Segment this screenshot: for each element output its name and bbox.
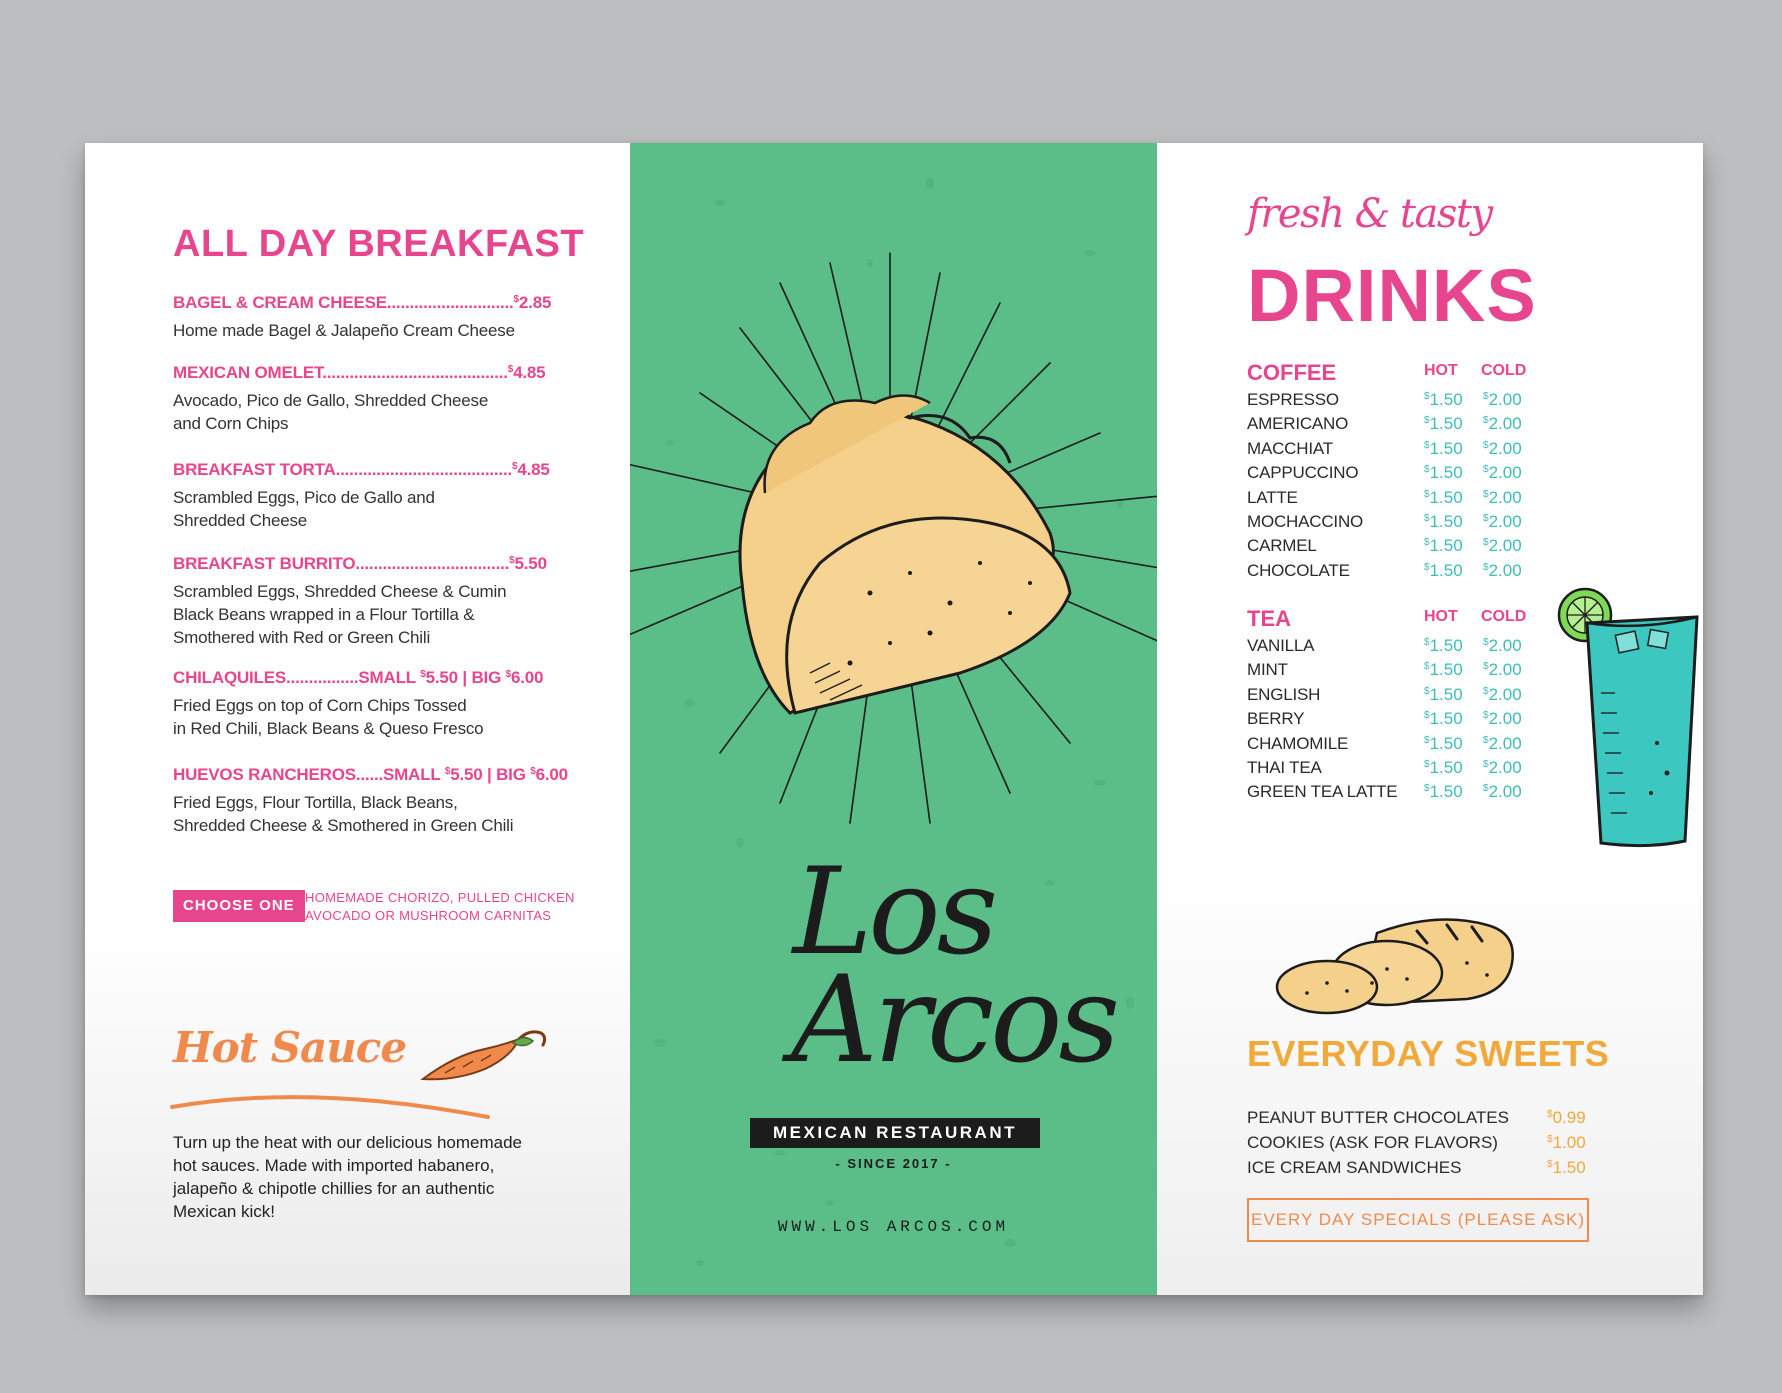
big-label: BIG bbox=[471, 668, 502, 687]
currency-symbol: $ bbox=[1424, 685, 1430, 697]
menu-item-price: 5.50 bbox=[514, 554, 547, 573]
hot-price bbox=[1424, 660, 1463, 680]
menu-item bbox=[173, 460, 603, 532]
drink-row bbox=[1247, 683, 1547, 707]
coffee-header bbox=[1247, 360, 1547, 388]
menu-item-description: Fried Eggs, Flour Tortilla, Black Beans, Shredded Cheese & Smothered in Green Chili bbox=[173, 793, 514, 835]
menu-item-heading bbox=[173, 293, 603, 313]
small-price: 5.50 bbox=[450, 765, 483, 784]
tea-header bbox=[1247, 606, 1547, 634]
currency-symbol: $ bbox=[1483, 512, 1489, 524]
currency-symbol: $ bbox=[507, 364, 514, 375]
cold-price-value: 2.00 bbox=[1488, 709, 1522, 729]
currency-symbol: $ bbox=[1483, 488, 1489, 500]
menu-item-name: HUEVOS RANCHEROS bbox=[173, 765, 356, 784]
sweet-price bbox=[1547, 1108, 1586, 1128]
hot-price bbox=[1424, 758, 1463, 778]
chili-pepper-icon bbox=[415, 1023, 555, 1093]
sweet-price bbox=[1547, 1133, 1586, 1153]
currency-symbol: $ bbox=[1483, 464, 1489, 476]
cold-price bbox=[1483, 414, 1522, 434]
hot-price-value: 1.50 bbox=[1429, 709, 1463, 729]
drink-name: MOCHACCINO bbox=[1247, 511, 1364, 531]
currency-symbol: $ bbox=[505, 669, 511, 680]
cold-price-value: 2.00 bbox=[1488, 782, 1522, 802]
currency-symbol: $ bbox=[1424, 415, 1430, 427]
sweet-row bbox=[1247, 1158, 1586, 1186]
lime-drink-glass-icon bbox=[1557, 583, 1703, 853]
cold-price-value: 2.00 bbox=[1488, 560, 1522, 580]
hot-price-value: 1.50 bbox=[1429, 660, 1463, 680]
tea-label: TEA bbox=[1247, 606, 1291, 631]
drink-name: THAI TEA bbox=[1247, 757, 1322, 777]
currency-symbol: $ bbox=[1547, 1134, 1553, 1145]
cold-price bbox=[1483, 536, 1522, 556]
drink-name: CHOCOLATE bbox=[1247, 560, 1350, 580]
choose-one-badge: CHOOSE ONE bbox=[173, 890, 305, 922]
drink-row bbox=[1247, 780, 1547, 804]
drink-name: LATTE bbox=[1247, 487, 1298, 507]
drink-name: ESPRESSO bbox=[1247, 390, 1339, 409]
hot-price-value: 1.50 bbox=[1429, 438, 1463, 458]
currency-symbol: $ bbox=[1424, 758, 1430, 770]
currency-symbol: $ bbox=[509, 555, 515, 566]
drink-row bbox=[1247, 461, 1547, 485]
menu-item bbox=[173, 668, 603, 740]
currency-symbol: $ bbox=[1424, 439, 1430, 451]
breakfast-panel bbox=[85, 143, 630, 1295]
dot-leader: ................ bbox=[286, 668, 359, 687]
sweets-title: EVERYDAY SWEETS bbox=[1247, 1033, 1610, 1074]
cold-column-label: COLD bbox=[1481, 362, 1527, 379]
sweet-name: ICE CREAM SANDWICHES bbox=[1247, 1158, 1462, 1177]
cold-price-value: 2.00 bbox=[1488, 536, 1522, 556]
hot-price bbox=[1424, 685, 1463, 705]
currency-symbol: $ bbox=[1424, 783, 1430, 795]
hot-price-value: 1.50 bbox=[1429, 390, 1463, 409]
menu-item-description: Scrambled Eggs, Pico de Gallo and Shredded Cheese bbox=[173, 488, 435, 530]
currency-symbol: $ bbox=[1483, 537, 1489, 549]
hot-price-value: 1.50 bbox=[1429, 511, 1463, 531]
currency-symbol: $ bbox=[1424, 661, 1430, 673]
menu-item-name: BREAKFAST BURRITO bbox=[173, 554, 356, 573]
dot-leader: ...... bbox=[355, 765, 384, 784]
hot-price bbox=[1424, 709, 1463, 729]
drink-name: CAPPUCCINO bbox=[1247, 463, 1359, 483]
drink-name: ENGLISH bbox=[1247, 684, 1321, 704]
cold-price-value: 2.00 bbox=[1488, 636, 1522, 655]
cold-price bbox=[1483, 512, 1522, 532]
sweet-price-value: 0.99 bbox=[1552, 1108, 1586, 1127]
hot-price-value: 1.50 bbox=[1429, 636, 1463, 655]
website-link[interactable]: WWW.LOS ARCOS.COM bbox=[777, 1218, 1010, 1236]
currency-symbol: $ bbox=[420, 669, 426, 680]
cold-price bbox=[1483, 685, 1522, 705]
currency-symbol: $ bbox=[1547, 1109, 1553, 1120]
hot-price-value: 1.50 bbox=[1429, 463, 1463, 483]
hot-price-value: 1.50 bbox=[1429, 757, 1463, 777]
small-label: SMALL bbox=[358, 668, 416, 687]
drink-row bbox=[1247, 534, 1547, 558]
cold-price bbox=[1483, 734, 1522, 754]
drink-name: CARMEL bbox=[1247, 536, 1317, 556]
dot-leader: ............................ bbox=[386, 293, 514, 312]
hot-price bbox=[1424, 782, 1463, 802]
since-year: - SINCE 2017 - bbox=[835, 1156, 952, 1171]
drink-row bbox=[1247, 559, 1547, 583]
restaurant-tagline: MEXICAN RESTAURANT bbox=[750, 1118, 1040, 1148]
drink-row bbox=[1247, 634, 1547, 658]
big-price: 6.00 bbox=[535, 765, 568, 784]
cold-price bbox=[1483, 782, 1522, 802]
menu-item-price: 2.85 bbox=[518, 293, 552, 312]
hot-column-label: HOT bbox=[1424, 362, 1458, 379]
size-separator: | bbox=[457, 668, 472, 687]
drink-row bbox=[1247, 707, 1547, 731]
hot-sauce-description: Turn up the heat with our delicious homemade hot sauces. Made with imported habanero, jalapeño & chipotle chillies for an authentic Mexican kick! bbox=[173, 1133, 523, 1221]
logo-line-1: Los bbox=[792, 843, 995, 982]
cold-price bbox=[1483, 636, 1522, 656]
sweet-price bbox=[1547, 1158, 1586, 1178]
cold-column-label: COLD bbox=[1481, 608, 1527, 625]
small-price: 5.50 bbox=[425, 668, 458, 687]
dot-leader: .................................. bbox=[355, 554, 510, 573]
menu-item bbox=[173, 293, 603, 342]
breakfast-title: ALL DAY BREAKFAST bbox=[173, 223, 585, 265]
hot-price bbox=[1424, 414, 1463, 434]
dot-leader: ....................................... bbox=[335, 460, 512, 479]
drinks-panel bbox=[1157, 143, 1703, 1295]
cold-price-value: 2.00 bbox=[1488, 414, 1522, 434]
drink-name: AMERICANO bbox=[1247, 414, 1349, 434]
big-price: 6.00 bbox=[511, 668, 544, 687]
coffee-rows bbox=[1247, 388, 1547, 583]
cold-price-value: 2.00 bbox=[1488, 438, 1522, 458]
hot-price bbox=[1424, 536, 1463, 556]
menu-item-description: Scrambled Eggs, Shredded Cheese & Cumin Black Beans wrapped in a Flour Tortilla & Smothered with Red or Green Chili bbox=[173, 582, 507, 647]
hot-price bbox=[1424, 390, 1463, 410]
menu-item-price: 4.85 bbox=[517, 460, 550, 479]
dot-leader: ......................................... bbox=[322, 363, 508, 382]
hot-price bbox=[1424, 512, 1463, 532]
drink-name: MINT bbox=[1247, 660, 1288, 680]
brand-panel bbox=[630, 143, 1157, 1295]
currency-symbol: $ bbox=[1424, 512, 1430, 524]
menu-sheet bbox=[85, 143, 1703, 1295]
currency-symbol: $ bbox=[512, 461, 518, 472]
currency-symbol: $ bbox=[1483, 685, 1489, 697]
menu-item-description: Home made Bagel & Jalapeño Cream Cheese bbox=[173, 321, 515, 340]
drinks-script-heading: fresh & tasty bbox=[1247, 191, 1492, 237]
currency-symbol: $ bbox=[1483, 734, 1489, 746]
cold-price bbox=[1483, 758, 1522, 778]
sweet-row bbox=[1247, 1108, 1586, 1136]
hot-price-value: 1.50 bbox=[1429, 536, 1463, 556]
drink-name: GREEN TEA LATTE bbox=[1247, 782, 1398, 802]
cold-price-value: 2.00 bbox=[1488, 463, 1522, 483]
logo-line-2: Arcos bbox=[790, 951, 1117, 1090]
currency-symbol: $ bbox=[1483, 758, 1489, 770]
hot-price bbox=[1424, 463, 1463, 483]
hot-price-value: 1.50 bbox=[1429, 684, 1463, 704]
tea-table bbox=[1247, 606, 1547, 805]
menu-item-name: BAGEL & CREAM CHEESE bbox=[173, 293, 387, 312]
sweet-name: COOKIES (ASK FOR FLAVORS) bbox=[1247, 1133, 1498, 1152]
hot-price-value: 1.50 bbox=[1429, 560, 1463, 580]
cold-price bbox=[1483, 660, 1522, 680]
menu-item bbox=[173, 765, 603, 837]
currency-symbol: $ bbox=[1483, 391, 1489, 402]
currency-symbol: $ bbox=[1483, 561, 1489, 573]
menu-item bbox=[173, 554, 603, 649]
hot-price bbox=[1424, 439, 1463, 459]
hot-price bbox=[1424, 488, 1463, 508]
sweet-row bbox=[1247, 1133, 1586, 1161]
hot-price bbox=[1424, 561, 1463, 581]
cold-price-value: 2.00 bbox=[1488, 390, 1522, 409]
drink-row bbox=[1247, 388, 1547, 412]
currency-symbol: $ bbox=[1483, 661, 1489, 673]
drink-name: MACCHIAT bbox=[1247, 438, 1333, 458]
currency-symbol: $ bbox=[1483, 710, 1489, 722]
drink-name: CHAMOMILE bbox=[1247, 733, 1349, 753]
cold-price bbox=[1483, 488, 1522, 508]
menu-item-heading bbox=[173, 765, 603, 785]
menu-item-description: Fried Eggs on top of Corn Chips Tossed in Red Chili, Black Beans & Queso Fresco bbox=[173, 696, 484, 738]
hot-price-value: 1.50 bbox=[1429, 733, 1463, 753]
hot-price-value: 1.50 bbox=[1429, 414, 1463, 434]
hot-column-label: HOT bbox=[1424, 608, 1458, 625]
cold-price bbox=[1483, 463, 1522, 483]
coffee-label: COFFEE bbox=[1247, 360, 1337, 385]
cold-price-value: 2.00 bbox=[1488, 487, 1522, 507]
drink-row bbox=[1247, 412, 1547, 436]
cold-price bbox=[1483, 561, 1522, 581]
cold-price-value: 2.00 bbox=[1488, 660, 1522, 680]
hot-price-value: 1.50 bbox=[1429, 782, 1463, 802]
menu-item-name: CHILAQUILES bbox=[173, 668, 287, 687]
daily-specials-box: EVERY DAY SPECIALS (PLEASE ASK) bbox=[1247, 1198, 1589, 1242]
hot-price bbox=[1424, 734, 1463, 754]
currency-symbol: $ bbox=[513, 294, 519, 305]
currency-symbol: $ bbox=[1483, 415, 1489, 427]
menu-item-heading bbox=[173, 460, 603, 480]
currency-symbol: $ bbox=[1424, 710, 1430, 722]
drink-name: VANILLA bbox=[1247, 636, 1315, 655]
small-label: SMALL bbox=[383, 765, 441, 784]
drink-row bbox=[1247, 756, 1547, 780]
drink-row bbox=[1247, 510, 1547, 534]
currency-symbol: $ bbox=[1424, 637, 1430, 648]
menu-item-name: BREAKFAST TORTA bbox=[173, 460, 336, 479]
currency-symbol: $ bbox=[1424, 391, 1430, 402]
currency-symbol: $ bbox=[1424, 561, 1430, 573]
drink-row bbox=[1247, 732, 1547, 756]
coffee-table bbox=[1247, 360, 1547, 583]
drink-row bbox=[1247, 437, 1547, 461]
tea-rows bbox=[1247, 634, 1547, 805]
drink-row bbox=[1247, 486, 1547, 510]
sweet-price-value: 1.50 bbox=[1552, 1158, 1586, 1177]
menu-item-heading bbox=[173, 554, 603, 574]
cold-price bbox=[1483, 709, 1522, 729]
cold-price bbox=[1483, 439, 1522, 459]
currency-symbol: $ bbox=[1424, 537, 1430, 549]
drinks-title: DRINKS bbox=[1247, 254, 1537, 337]
big-label: BIG bbox=[496, 765, 526, 784]
menu-item-heading bbox=[173, 668, 603, 688]
sweet-price-value: 1.00 bbox=[1552, 1133, 1586, 1152]
cold-price-value: 2.00 bbox=[1488, 757, 1522, 777]
taco-illustration-icon bbox=[630, 193, 1157, 833]
currency-symbol: $ bbox=[530, 766, 536, 777]
menu-item-name: MEXICAN OMELET bbox=[173, 363, 323, 382]
choose-one-options: HOMEMADE CHORIZO, PULLED CHICKEN AVOCADO OR MUSHROOM CARNITAS bbox=[305, 890, 575, 923]
currency-symbol: $ bbox=[1424, 488, 1430, 500]
bread-loaf-icon bbox=[1267, 913, 1527, 1023]
currency-symbol: $ bbox=[1424, 734, 1430, 746]
currency-symbol: $ bbox=[1483, 783, 1489, 795]
menu-item-heading bbox=[173, 363, 603, 383]
currency-symbol: $ bbox=[444, 766, 451, 777]
currency-symbol: $ bbox=[1424, 464, 1430, 476]
hot-price-value: 1.50 bbox=[1429, 487, 1463, 507]
cold-price bbox=[1483, 390, 1522, 410]
size-separator: | bbox=[482, 765, 497, 784]
sweet-name: PEANUT BUTTER CHOCOLATES bbox=[1247, 1108, 1509, 1127]
drink-row bbox=[1247, 658, 1547, 682]
drink-name: BERRY bbox=[1247, 709, 1305, 729]
currency-symbol: $ bbox=[1483, 439, 1489, 451]
currency-symbol: $ bbox=[1547, 1159, 1553, 1170]
menu-item-description: Avocado, Pico de Gallo, Shredded Cheese and Corn Chips bbox=[173, 391, 489, 433]
menu-item-price: 4.85 bbox=[513, 363, 546, 382]
hot-price bbox=[1424, 636, 1463, 656]
menu-item bbox=[173, 363, 603, 435]
hot-sauce-title: Hot Sauce bbox=[173, 1023, 407, 1072]
cold-price-value: 2.00 bbox=[1488, 511, 1522, 531]
cold-price-value: 2.00 bbox=[1488, 733, 1522, 753]
cold-price-value: 2.00 bbox=[1488, 684, 1522, 704]
currency-symbol: $ bbox=[1483, 637, 1489, 648]
